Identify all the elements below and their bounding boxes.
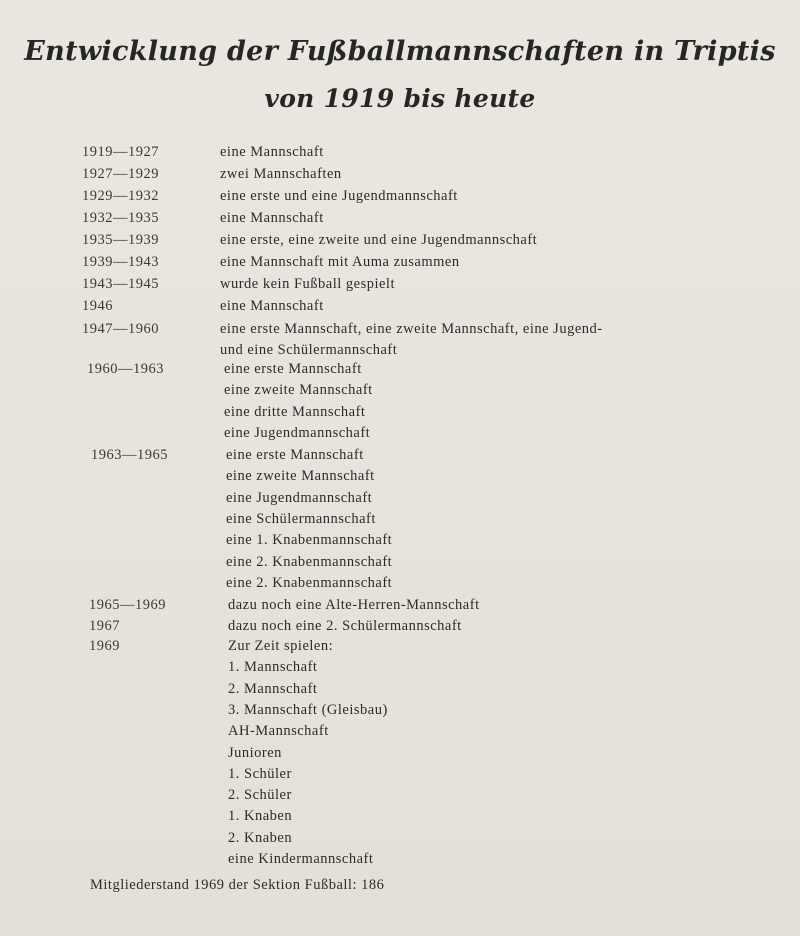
team-description: und eine Schülermannschaft xyxy=(220,342,398,359)
team-description: 2. Schüler xyxy=(228,787,292,804)
team-description: eine Jugendmannschaft xyxy=(224,424,371,441)
team-description: eine Mannschaft mit Auma zusammen xyxy=(220,254,460,270)
year-range: 1935—1939 xyxy=(82,232,159,248)
year-range: 1919—1927 xyxy=(82,144,159,160)
team-description: zwei Mannschaften xyxy=(220,166,342,182)
team-description: eine erste Mannschaft, eine zweite Mannschaft, eine Jugend- xyxy=(220,321,603,337)
year-range: 1939—1943 xyxy=(82,254,159,270)
team-description: eine zweite Mannschaft xyxy=(226,468,375,485)
team-description: eine erste, eine zweite und eine Jugendmannschaft xyxy=(220,232,538,248)
year-range: 1960—1963 xyxy=(87,361,164,377)
document-subtitle: von 1919 bis heute xyxy=(264,84,536,113)
year-range: 1965—1969 xyxy=(89,597,166,613)
team-description: eine zweite Mannschaft xyxy=(224,382,373,399)
year-range: 1967 xyxy=(89,618,120,634)
team-description: 1. Schüler xyxy=(228,765,292,782)
team-description: eine Schülermannschaft xyxy=(226,510,376,527)
year-range: 1929—1932 xyxy=(82,188,159,204)
team-description: Junioren xyxy=(228,744,282,761)
year-range: 1927—1929 xyxy=(82,166,159,182)
team-description: eine erste Mannschaft xyxy=(226,447,364,463)
team-description: eine 2. Knabenmannschaft xyxy=(226,553,393,570)
team-description: eine Jugendmannschaft xyxy=(226,489,373,506)
year-range: 1932—1935 xyxy=(82,210,159,226)
year-range: 1947—1960 xyxy=(82,321,159,337)
team-description: eine erste Mannschaft xyxy=(224,361,362,377)
team-description: eine Kindermannschaft xyxy=(228,851,374,867)
team-description: eine Mannschaft xyxy=(220,144,324,160)
team-description: 1. Knaben xyxy=(228,808,293,825)
team-description: Zur Zeit spielen: xyxy=(228,638,334,654)
team-description: eine 1. Knabenmannschaft xyxy=(226,532,393,549)
team-description: eine erste und eine Jugendmannschaft xyxy=(220,188,458,204)
team-description: dazu noch eine 2. Schülermannschaft xyxy=(228,618,462,634)
team-description: 2. Knaben xyxy=(228,829,293,846)
team-description: AH-Mannschaft xyxy=(228,723,329,740)
year-range: 1963—1965 xyxy=(91,447,168,463)
team-description: 1. Mannschaft xyxy=(228,659,318,676)
team-description: eine Mannschaft xyxy=(220,210,324,226)
team-description: dazu noch eine Alte-Herren-Mannschaft xyxy=(228,597,480,613)
member-count-note: Mitgliederstand 1969 der Sektion Fußball: 186 xyxy=(90,877,385,893)
year-range: 1969 xyxy=(89,638,120,654)
year-range: 1946 xyxy=(82,298,113,314)
team-description: 2. Mannschaft xyxy=(228,680,318,697)
team-description: eine Mannschaft xyxy=(220,298,324,314)
year-range: 1943—1945 xyxy=(82,276,159,292)
team-description: wurde kein Fußball gespielt xyxy=(220,276,395,292)
team-description: eine 2. Knabenmannschaft xyxy=(226,574,393,591)
document-title: Entwicklung der Fußballmannschaften in Triptis xyxy=(24,36,776,67)
team-description: eine dritte Mannschaft xyxy=(224,403,366,420)
team-description: 3. Mannschaft (Gleisbau) xyxy=(228,701,388,718)
